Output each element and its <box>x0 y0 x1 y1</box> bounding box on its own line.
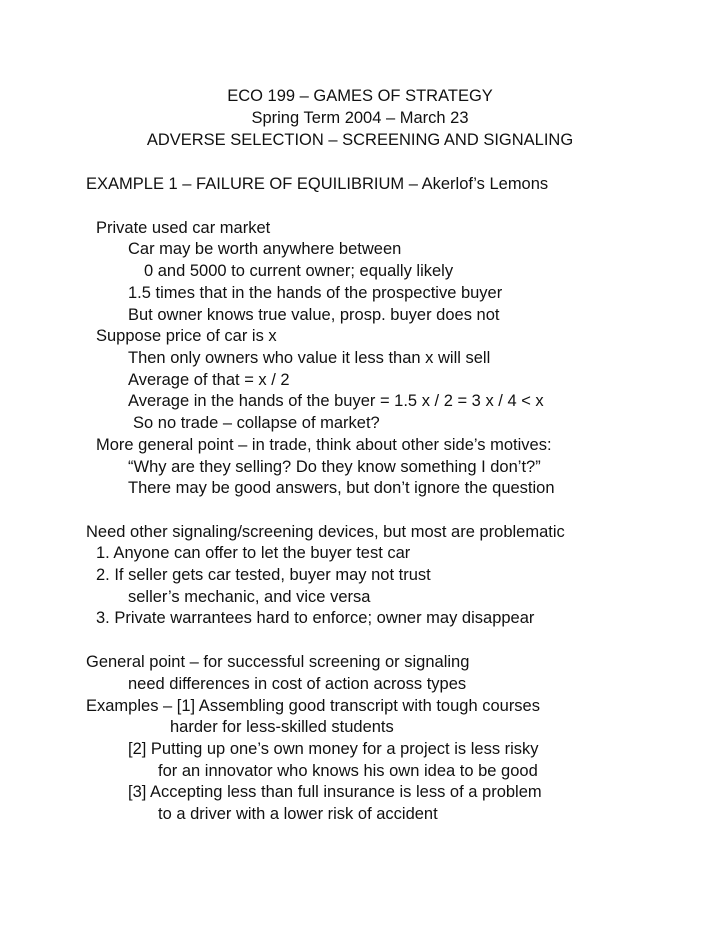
text-line: But owner knows true value, prosp. buyer does not <box>128 306 500 324</box>
example1-heading: EXAMPLE 1 – FAILURE OF EQUILIBRIUM – Akerlof’s Lemons <box>86 175 549 193</box>
text-line: [2] Putting up one’s own money for a project is less risky <box>128 740 539 758</box>
text-line: 3. Private warrantees hard to enforce; owner may disappear <box>96 609 535 627</box>
signaling-heading: Need other signaling/screening devices, but most are problematic <box>86 523 565 541</box>
text-line: seller’s mechanic, and vice versa <box>128 588 371 606</box>
text-line: 1.5 times that in the hands of the prospective buyer <box>128 284 503 302</box>
text-line: Car may be worth anywhere between <box>128 240 402 258</box>
text-line: for an innovator who knows his own idea to be good <box>158 762 538 780</box>
text-line: Average of that = x / 2 <box>128 371 290 389</box>
text-line: Average in the hands of the buyer = 1.5 x / 2 = 3 x / 4 < x <box>128 392 544 410</box>
text-line: Then only owners who value it less than x will sell <box>128 349 491 367</box>
text-line: [3] Accepting less than full insurance is less of a problem <box>128 783 542 801</box>
text-line: 0 and 5000 to current owner; equally likely <box>144 262 454 280</box>
text-line: Suppose price of car is x <box>96 327 277 345</box>
text-line: “Why are they selling? Do they know something I don’t?” <box>128 458 541 476</box>
general-heading: General point – for successful screening or signaling <box>86 653 470 671</box>
course-title: ECO 199 – GAMES OF STRATEGY <box>227 87 493 105</box>
text-line: harder for less-skilled students <box>170 718 394 736</box>
text-line: 1. Anyone can offer to let the buyer test car <box>96 544 411 562</box>
text-line: Examples – [1] Assembling good transcript with tough courses <box>86 697 540 715</box>
text-line: More general point – in trade, think about other side’s motives: <box>96 436 552 454</box>
text-line: So no trade – collapse of market? <box>133 414 380 432</box>
topic-title: ADVERSE SELECTION – SCREENING AND SIGNALING <box>146 131 574 149</box>
text-line: 2. If seller gets car tested, buyer may not trust <box>96 566 431 584</box>
term-date: Spring Term 2004 – March 23 <box>251 109 469 127</box>
text-line: Private used car market <box>96 219 271 237</box>
text-line: to a driver with a lower risk of accident <box>158 805 438 823</box>
text-line: need differences in cost of action across types <box>128 675 467 693</box>
text-line: There may be good answers, but don’t ignore the question <box>128 479 555 497</box>
